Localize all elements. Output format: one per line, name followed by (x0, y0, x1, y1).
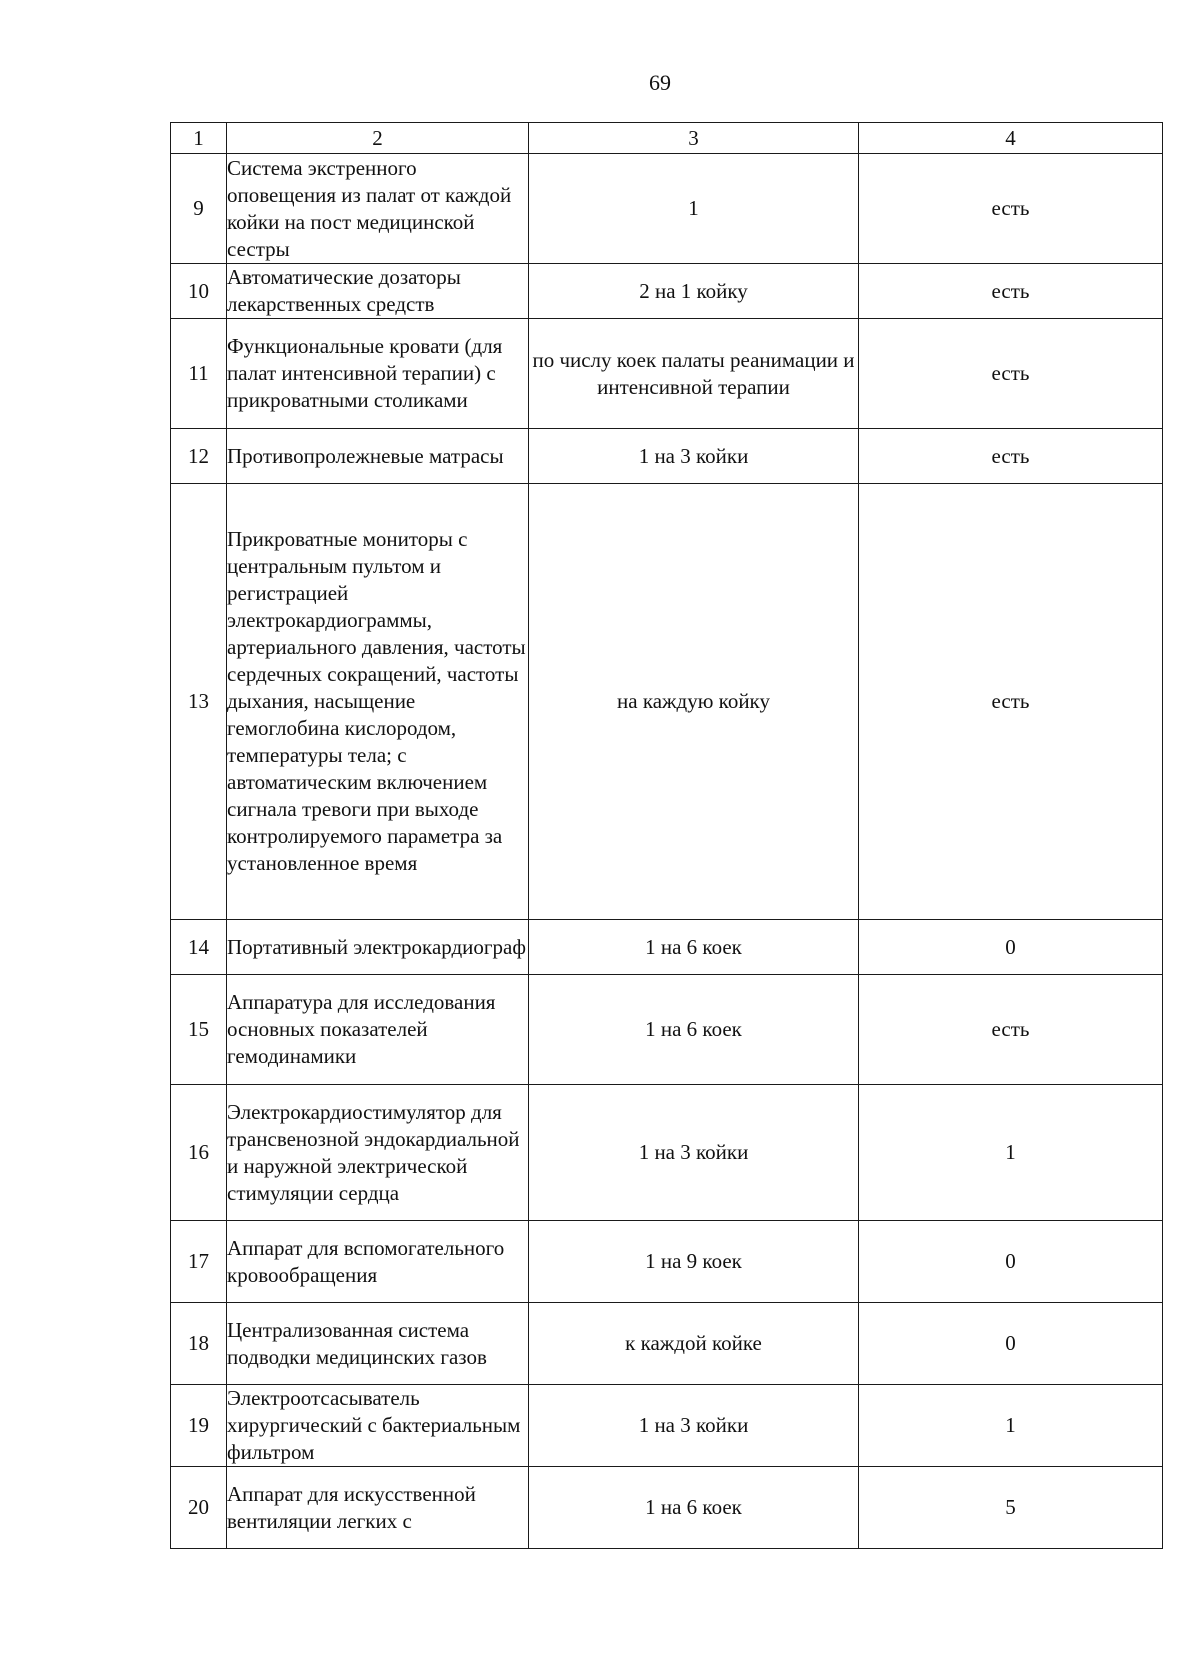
row-number: 18 (171, 1303, 227, 1385)
table-row (171, 319, 1163, 429)
equipment-name: Противопролежневые матрасы (227, 429, 529, 484)
availability: есть (859, 264, 1163, 319)
table-row (171, 154, 1163, 264)
equipment-name: Электрокардиостимулятор для трансвенозной эндокардиальной и наружной электрической стимуляции сердца (227, 1085, 529, 1221)
column-header-2: 2 (227, 123, 529, 154)
table-row (171, 920, 1163, 975)
required-quantity: 1 на 3 койки (529, 1385, 859, 1467)
equipment-name: Аппарат для искусственной вентиляции легких с (227, 1467, 529, 1549)
required-quantity: 1 на 3 койки (529, 1085, 859, 1221)
availability: 1 (859, 1085, 1163, 1221)
availability: есть (859, 429, 1163, 484)
row-number: 9 (171, 154, 227, 264)
header-row (171, 123, 1163, 154)
availability: 1 (859, 1385, 1163, 1467)
table-row (171, 1221, 1163, 1303)
required-quantity: 1 на 6 коек (529, 1467, 859, 1549)
row-number: 10 (171, 264, 227, 319)
table-row (171, 1467, 1163, 1549)
table-row (171, 1385, 1163, 1467)
column-header-4: 4 (859, 123, 1163, 154)
availability: есть (859, 154, 1163, 264)
row-number: 15 (171, 975, 227, 1085)
row-number: 20 (171, 1467, 227, 1549)
row-number: 16 (171, 1085, 227, 1221)
required-quantity: 1 на 3 койки (529, 429, 859, 484)
equipment-name: Система экстренного оповещения из палат от каждой койки на пост медицинской сестры (227, 154, 529, 264)
required-quantity: 1 (529, 154, 859, 264)
required-quantity: к каждой койке (529, 1303, 859, 1385)
required-quantity: по числу коек палаты реанимации и интенсивной терапии (529, 319, 859, 429)
row-number: 19 (171, 1385, 227, 1467)
equipment-name: Автоматические дозаторы лекарственных средств (227, 264, 529, 319)
required-quantity: 1 на 6 коек (529, 975, 859, 1085)
row-number: 12 (171, 429, 227, 484)
availability: есть (859, 319, 1163, 429)
equipment-name: Функциональные кровати (для палат интенсивной терапии) с прикроватными столиками (227, 319, 529, 429)
availability: 0 (859, 1221, 1163, 1303)
table-header (171, 123, 1163, 154)
required-quantity: на каждую койку (529, 484, 859, 920)
required-quantity: 1 на 9 коек (529, 1221, 859, 1303)
equipment-name: Портативный электрокардиограф (227, 920, 529, 975)
page-number: 69 (649, 70, 671, 95)
row-number: 17 (171, 1221, 227, 1303)
table-row (171, 429, 1163, 484)
table-row (171, 975, 1163, 1085)
equipment-name: Централизованная система подводки медицинских газов (227, 1303, 529, 1385)
availability: есть (859, 975, 1163, 1085)
table-row (171, 484, 1163, 920)
equipment-name: Аппарат для вспомогательного кровообращения (227, 1221, 529, 1303)
equipment-name: Прикроватные мониторы с центральным пультом и регистрацией электрокардиограммы, артериального давления, частоты сердечных сокращений, частоты дыхания, насыщение гемоглобина кислородом, температуры тела; с автоматическим включением сигнала тревоги при выходе контролируемого параметра за установленное время (227, 484, 529, 920)
availability: есть (859, 484, 1163, 920)
table-row (171, 1303, 1163, 1385)
availability: 0 (859, 1303, 1163, 1385)
equipment-name: Электроотсасыватель хирургический с бактериальным фильтром (227, 1385, 529, 1467)
required-quantity: 1 на 6 коек (529, 920, 859, 975)
table-body (171, 154, 1163, 1549)
row-number: 14 (171, 920, 227, 975)
column-header-3: 3 (529, 123, 859, 154)
table-row (171, 1085, 1163, 1221)
required-quantity: 2 на 1 койку (529, 264, 859, 319)
row-number: 11 (171, 319, 227, 429)
equipment-name: Аппаратура для исследования основных показателей гемодинамики (227, 975, 529, 1085)
availability: 5 (859, 1467, 1163, 1549)
equipment-table (170, 122, 1163, 1549)
availability: 0 (859, 920, 1163, 975)
row-number: 13 (171, 484, 227, 920)
table-row (171, 264, 1163, 319)
column-header-1: 1 (171, 123, 227, 154)
